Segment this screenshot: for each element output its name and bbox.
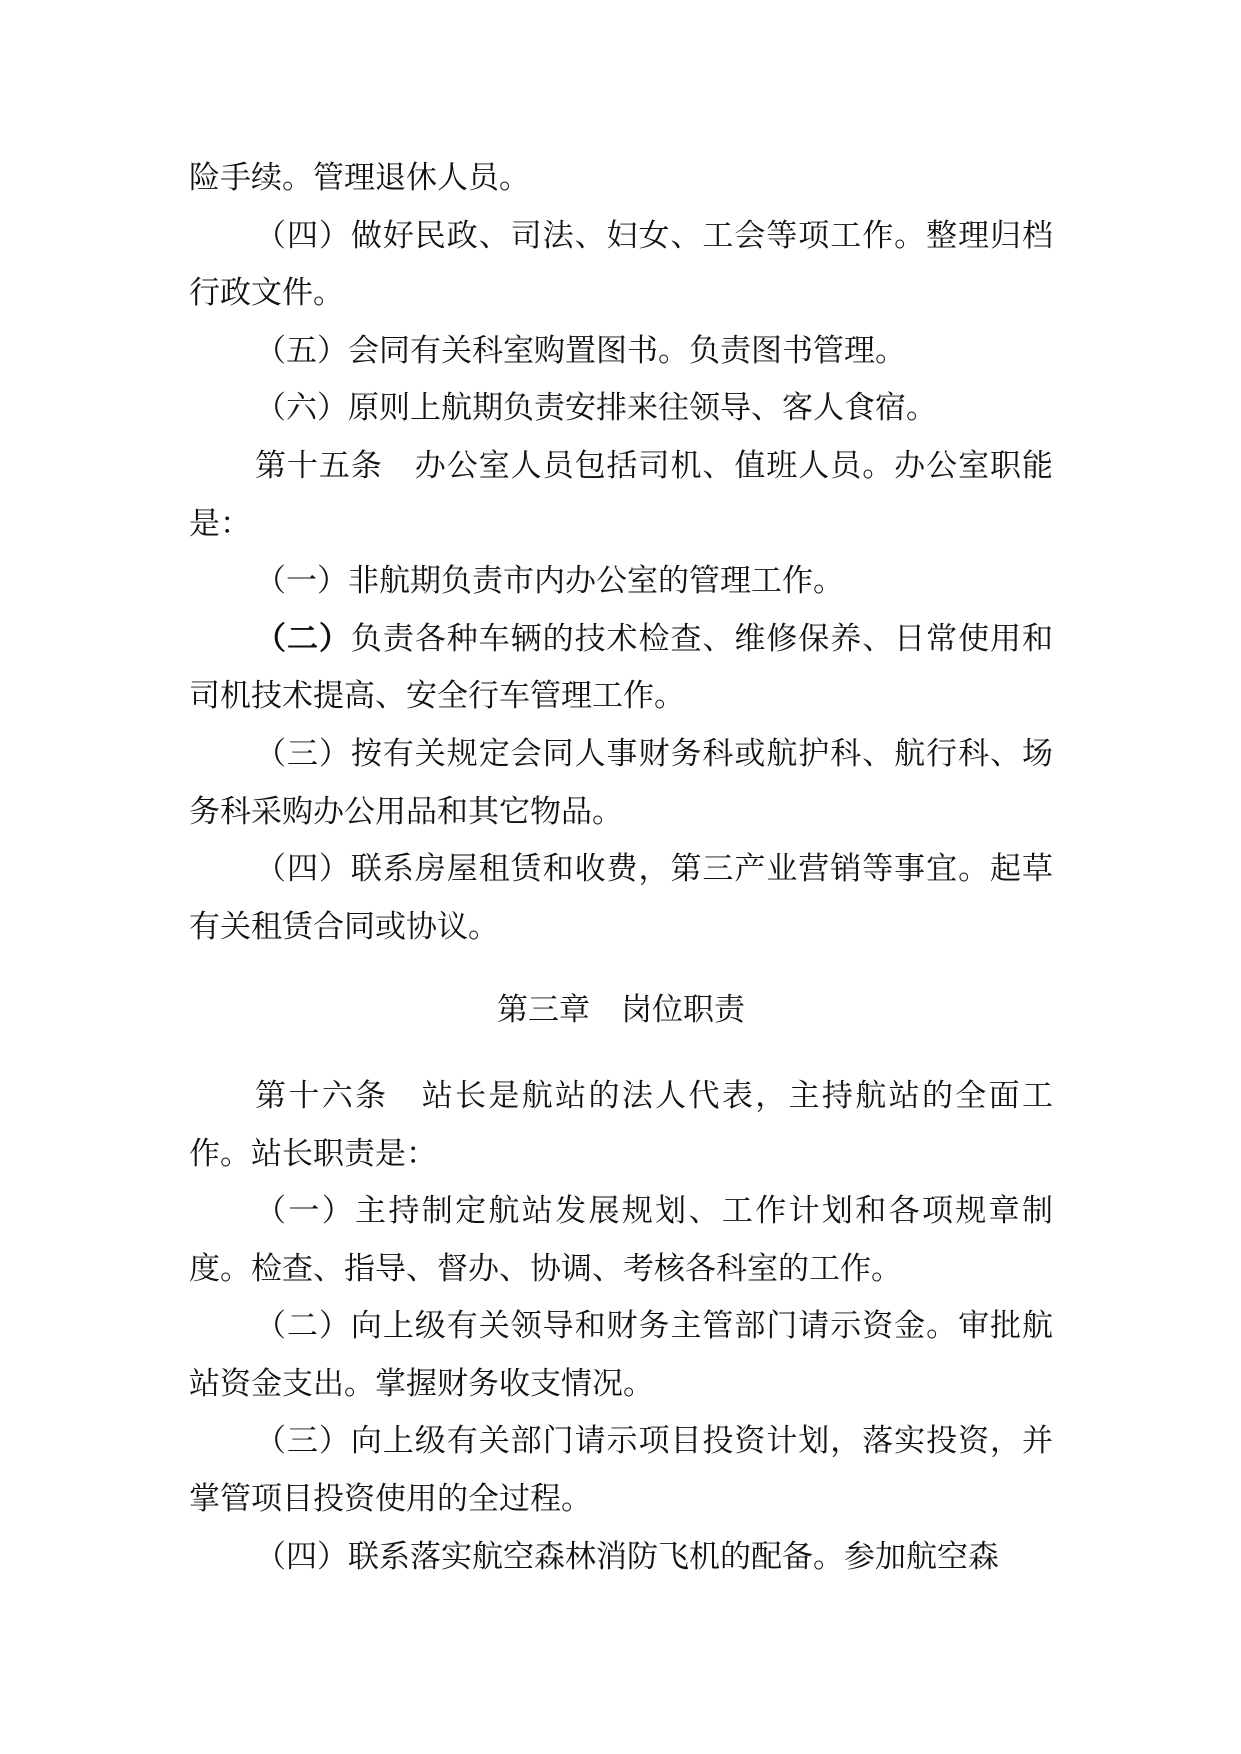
item-text: 负责各种车辆的技术检查、维修保养、日常使用和司机技术提高、安全行车管理工作。 [189, 620, 1053, 715]
paragraph-item-3-purchasing: （三）按有关规定会同人事财务科或航护科、航行科、场务科采购办公用品和其它物品。 [189, 735, 1053, 830]
document-body [189, 150, 1053, 1586]
paragraph-duty-2-funds: （二）向上级有关领导和财务主管部门请示资金。审批航站资金支出。掌握财务收支情况。 [189, 1308, 1053, 1402]
chapter-heading: 第三章 岗位职责 [497, 992, 745, 1029]
paragraph-item-2-vehicles [189, 611, 1053, 726]
item-number-bold: （二） [255, 620, 351, 657]
paragraph-duty-3-investment: （三）向上级有关部门请示项目投资计划，落实投资，并掌管项目投资使用的全过程。 [189, 1423, 1053, 1518]
paragraph-article-15: 第十五条 办公室人员包括司机、值班人员。办公室职能是： [189, 447, 1053, 542]
paragraph-item-1-office: （一）非航期负责市内办公室的管理工作。 [255, 563, 844, 600]
paragraph-item-4-civil-affairs: （四）做好民政、司法、妇女、工会等项工作。整理归档行政文件。 [189, 217, 1053, 312]
paragraph-insurance: 险手续。管理退休人员。 [189, 160, 530, 196]
paragraph-duty-1-planning: （一）主持制定航站发展规划、工作计划和各项规章制度。检查、指导、督办、协调、考核各科室的工作。 [189, 1193, 1053, 1287]
paragraph-duty-4-aircraft: （四）联系落实航空森林消防飞机的配备。参加航空森 [255, 1538, 999, 1575]
paragraph-item-4-leasing: （四）联系房屋租赁和收费，第三产业营销等事宜。起草有关租赁合同或协议。 [189, 851, 1053, 945]
paragraph-article-16: 第十六条 站长是航站的法人代表，主持航站的全面工作。站长职责是： [189, 1077, 1053, 1172]
paragraph-item-6-reception: （六）原则上航期负责安排来往领导、客人食宿。 [255, 390, 937, 427]
paragraph-item-5-books: （五）会同有关科室购置图书。负责图书管理。 [255, 332, 906, 369]
